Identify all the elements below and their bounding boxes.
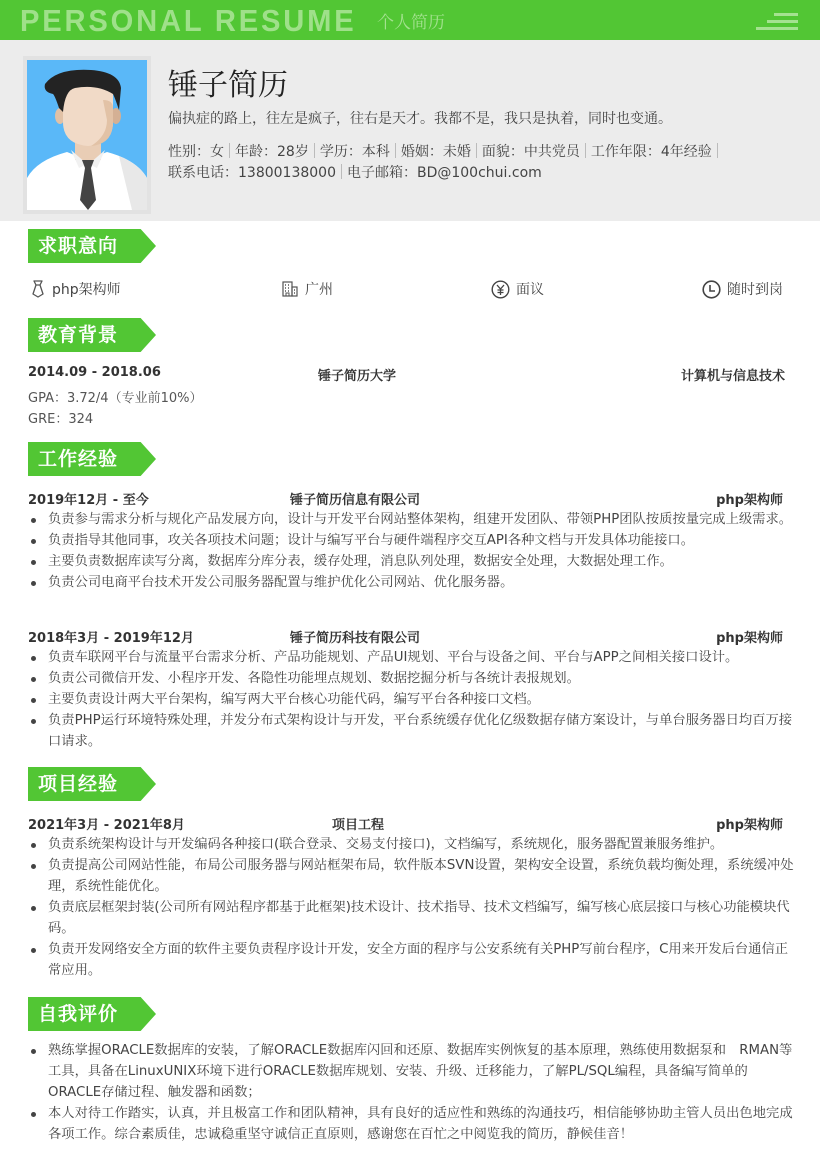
clock-icon [702,280,721,299]
list-item: 负责公司微信开发、小程序开发、各隐性功能埋点规划、数据挖掘分析与各统计表报规划。 [28,668,794,689]
list-item: 主要负责数据库读写分离，数据库分库分表，缓存处理，消息队列处理，数据安全处理，大数据处理工作。 [28,551,794,572]
work-entry-1-bullets [28,509,794,593]
project-role: php架构师 [716,818,783,833]
work-company: 锤子简历信息有限公司 [290,493,421,508]
list-item: 负责底层框架封装(公司所有网站程序都基于此框架)技术设计、技术指导、技术文档编写，编写核心底层接口与核心功能模块代码。 [28,897,794,939]
project-bullets [28,834,794,981]
intent-position: php架构师 [30,279,121,299]
work-period: 2018年3月 - 2019年12月 [28,631,194,646]
work-role: php架构师 [716,493,783,508]
self-evaluation-bullets [28,1040,794,1145]
list-item: 主要负责设计两大平台架构，编写两大平台核心功能代码，编写平台各种接口文档。 [28,689,794,710]
list-item: 负责参与需求分析与规化产品发展方向，设计与开发平台网站整体架构，组建开发团队、带领PHP团队按质按量完成上级需求。 [28,509,794,530]
yen-circle-icon [491,280,510,299]
banner-title-cn: 个人简历 [377,13,445,33]
section-header-work: 工作经验 [28,442,156,476]
info-marital: 婚姻：未婚 [400,144,471,160]
motto: 偏执症的路上，往左是疯子，往右是天才。我都不是，我只是执着，同时也变通。 [168,111,672,127]
intent-salary: 面议 [491,279,544,299]
education-major: 计算机与信息技术 [680,369,785,384]
info-email: 电子邮箱：BD@100chui.com [346,165,542,181]
project-name: 项目工程 [332,818,385,833]
intent-city: 广州 [282,279,333,299]
person-avatar-icon [27,60,147,210]
avatar [27,60,147,210]
hamburger-menu-icon[interactable] [755,13,798,31]
info-age: 年龄：28岁 [235,144,309,160]
list-item: 负责车联网平台与流量平台需求分析、产品功能规划、产品UI规划、平台与设备之间、平台与APP之间相关接口设计。 [28,647,794,668]
list-item: 负责系统架构设计与开发编码各种接口(联合登录、交易支付接口)，文档编写，系统规化，服务器配置兼服务维护。 [28,834,794,855]
avatar-frame [23,56,151,214]
profile-header [0,40,820,221]
education-school: 锤子简历大学 [318,369,397,384]
banner-title-en: PERSONAL RESUME [20,3,357,38]
list-item: 负责提高公司网站性能，布局公司服务器与网站框架布局，软件版本SVN设置，架构安全设置，系统负载均衡处理，系统缓冲处理，系统性能优化。 [28,855,794,897]
section-header-self-evaluation: 自我评价 [28,997,156,1031]
section-header-intent: 求职意向 [28,229,156,263]
section-header-education: 教育背景 [28,318,156,352]
education-gpa: GPA：3.72/4（专业前10%） [28,391,203,406]
top-banner [0,0,820,40]
building-icon [282,281,299,297]
candidate-name: 锤子简历 [168,68,288,103]
list-item: 负责PHP运行环境特殊处理，并发分布式架构设计与开发，平台系统缓存优化亿级数据存储方案设计，与单台服务器日均百万接口请求。 [28,710,794,752]
list-item: 负责指导其他同事，攻关各项技术问题；设计与编写平台与硬件端程序交互API各种文档与开发具体功能接口。 [28,530,794,551]
intent-availability: 随时到岗 [702,279,783,299]
info-gender: 性别：女 [168,144,224,160]
info-education: 学历：本科 [319,144,390,160]
basic-info-line [168,141,723,161]
list-item: 负责公司电商平台技术开发公司服务器配置与维护优化公司网站、优化服务器。 [28,572,794,593]
education-gre: GRE：324 [28,412,94,427]
education-period: 2014.09 - 2018.06 [28,365,161,380]
info-political: 面貌：中共党员 [481,144,580,160]
work-entry-2-bullets [28,647,794,752]
list-item: 本人对待工作踏实，认真，并且极富工作和团队精神，具有良好的适应性和熟练的沟通技巧，相信能够协助主管人员出色地完成各项工作。综合素质佳，忠诚稳重坚守诚信正直原则，感谢您在百忙之中阅览我的简历，静候佳音！ [28,1103,794,1145]
section-header-project: 项目经验 [28,767,156,801]
list-item: 熟练掌握ORACLE数据库的安装，了解ORACLE数据库闪回和还原、数据库实例恢复的基本原理，熟练使用数据泵和 RMAN等工具，具备在LinuxUNIX环境下进行ORACLE数据库规划、安装、升级、迁移能力，了解PL/SQL编程，具备编写简单的ORACLE存储过程、触发器和函数； [28,1040,794,1103]
work-company: 锤子简历科技有限公司 [290,631,421,646]
tie-icon [30,280,46,298]
list-item: 负责开发网络安全方面的软件主要负责程序设计开发，安全方面的程序与公安系统有关PHP写前台程序，C用来开发后台通信正常应用。 [28,939,794,981]
work-role: php架构师 [716,631,783,646]
work-period: 2019年12月 - 至今 [28,493,149,508]
info-phone: 联系电话：13800138000 [168,165,336,181]
project-period: 2021年3月 - 2021年8月 [28,818,185,833]
contact-info-line [168,162,542,182]
info-work-years: 工作年限：4年经验 [590,144,712,160]
